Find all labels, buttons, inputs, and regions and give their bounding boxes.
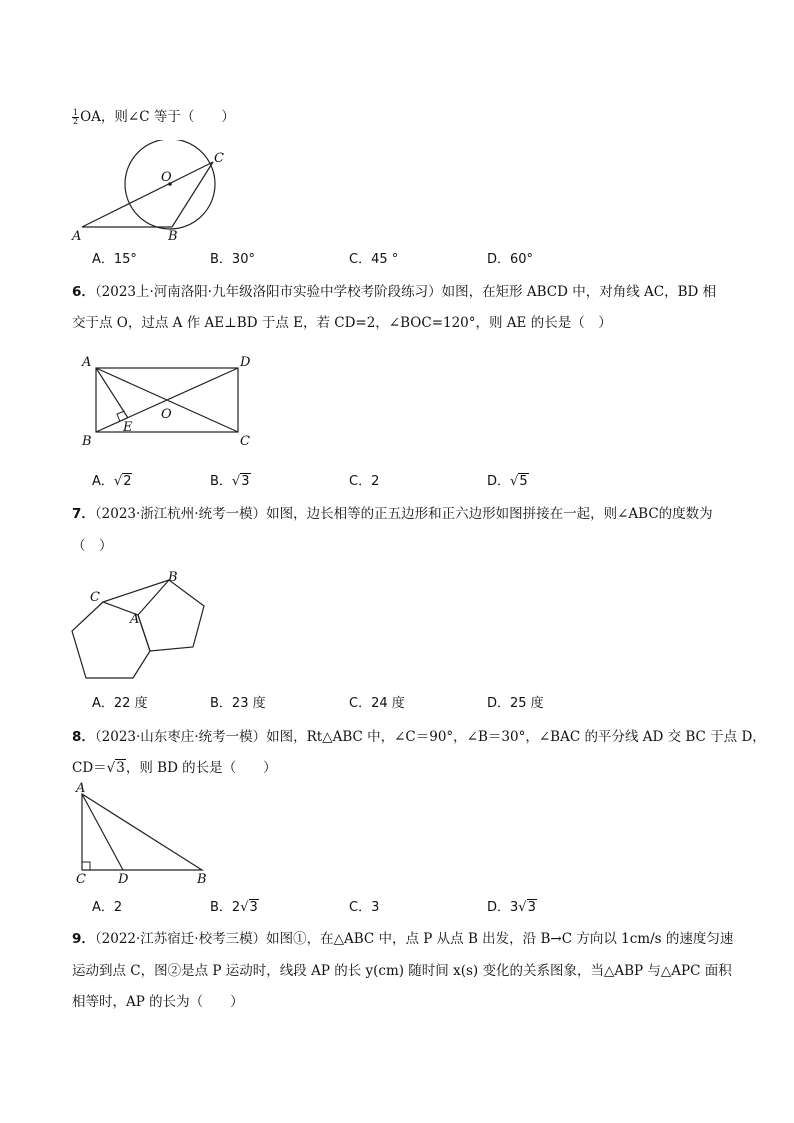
q7-number: 7． [72, 506, 95, 522]
q6-number: 6． [72, 284, 95, 300]
q6-stem-line1: 6．（2023上·河南洛阳·九年级洛阳市实验中学校考阶段练习）如图，在矩形 ABCD 中，对角线 AC，BD 相 [72, 284, 717, 300]
q5-label-a: A [72, 229, 82, 244]
q8-stem-line1: 8．（2023·山东枣庄·统考一模）如图，Rt△ABC 中，∠C＝90°，∠B＝30°，∠BAC 的平分线 AD 交 BC 于点 D， [72, 729, 766, 745]
q5-option-b[interactable]: B．30° [210, 252, 255, 267]
q8-stem-line2: CD＝√3，则 BD 的长是（ ） [72, 760, 277, 776]
q8-option-a[interactable]: A．2 [92, 900, 123, 915]
q6-option-a[interactable]: A．√2 [92, 474, 132, 489]
q7-label-a: A [130, 612, 140, 627]
q7-label-c: C [90, 590, 100, 605]
q5-label-c: C [214, 151, 224, 166]
q8-label-a: A [76, 782, 86, 796]
q8-figure [70, 782, 220, 890]
q6-label-e: E [123, 420, 133, 435]
q9-stem-line3: 相等时，AP 的长为（ ） [72, 994, 244, 1010]
q7-option-a[interactable]: A．22 度 [92, 696, 148, 711]
q6-label-b: B [82, 434, 92, 449]
q5-option-c[interactable]: C．45 ° [349, 252, 399, 267]
q6-option-d[interactable]: D．√5 [487, 474, 528, 489]
q7-option-c[interactable]: C．24 度 [349, 696, 405, 711]
q7-option-d[interactable]: D．25 度 [487, 696, 544, 711]
q6-label-a: A [82, 355, 92, 370]
q5-fraction: $\frac{1}{2}$ [73, 108, 79, 126]
q5-option-a[interactable]: A．15° [92, 252, 137, 267]
q9-stem-line2: 运动到点 C，图②是点 P 运动时，线段 AP 的长 y(cm) 随时间 x(s) 变化的关系图象，当△ABP 与△APC 面积 [72, 963, 732, 979]
q8-option-d[interactable]: D．3√3 [487, 900, 536, 915]
q5-figure [60, 140, 240, 245]
q5-option-d[interactable]: D．60° [487, 252, 534, 267]
q7-option-b[interactable]: B．23 度 [210, 696, 266, 711]
q5-stem-text: OA，则∠C 等于（ ） [80, 109, 235, 125]
q6-figure [72, 352, 272, 452]
q6-label-o: O [161, 407, 172, 422]
q7-stem-line1: 7．（2023·浙江杭州·统考一模）如图，边长相等的正五边形和正六边形如图拼接在一起，则∠ABC的度数为 [72, 506, 713, 522]
q9-number: 9． [72, 931, 95, 947]
q7-stem-line2: （ ） [72, 538, 113, 554]
q9-stem-line1: 9．（2022·江苏宿迁·校考三模）如图①，在△ABC 中，点 P 从点 B 出发，沿 B→C 方向以 1cm/s 的速度匀速 [72, 931, 734, 947]
q8-label-c: C [76, 872, 86, 887]
q5-label-b: B [168, 229, 178, 244]
q8-label-d: D [118, 872, 129, 887]
q6-label-c: C [240, 434, 250, 449]
q8-label-b: B [197, 872, 207, 887]
q8-option-b[interactable]: B．2√3 [210, 900, 258, 915]
q7-figure [62, 565, 222, 685]
q6-stem-line2: 交于点 O，过点 A 作 AE⊥BD 于点 E，若 CD=2，∠BOC=120°，则 AE 的长是（ ） [72, 315, 612, 331]
q6-option-b[interactable]: B．√3 [210, 474, 250, 489]
q6-option-c[interactable]: C．2 [349, 474, 380, 489]
q7-label-b: B [168, 570, 178, 585]
q8-option-c[interactable]: C．3 [349, 900, 380, 915]
q6-label-d: D [240, 355, 251, 370]
q5-label-o: O [161, 170, 172, 185]
q8-number: 8． [72, 729, 95, 745]
q5-stem [72, 108, 235, 126]
